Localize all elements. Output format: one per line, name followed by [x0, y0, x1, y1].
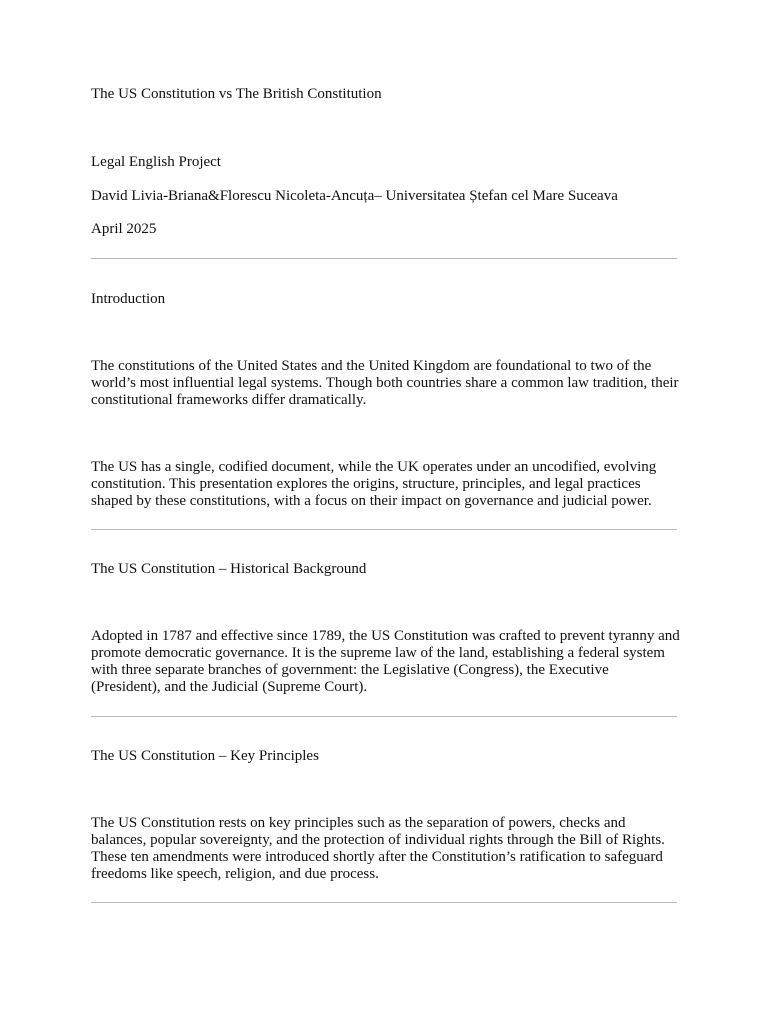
project-name: Legal English Project: [91, 154, 221, 170]
introduction-paragraph-1: The constitutions of the United States and the United Kingdom are foundational to two of the world’s most influential legal systems. Though both countries share a common law tradition, their constitutional frameworks differ dramatically.: [91, 358, 679, 408]
section-divider: [91, 529, 677, 530]
section-heading-key-principles: The US Constitution – Key Principles: [91, 748, 319, 764]
introduction-paragraph-2: The US has a single, codified document, while the UK operates under an uncodified, evolving constitution. This presentation explores the origins, structure, principles, and legal practices shaped by these constitutions, with a focus on their impact on governance and judicial power.: [91, 459, 657, 509]
historical-background-paragraph: Adopted in 1787 and effective since 1789, the US Constitution was crafted to prevent tyranny and promote democratic governance. It is the supreme law of the land, establishing a federal system with three separate branches of government: the Legislative (Congress), the Executive (President), and the Judicial (Supreme Court).: [91, 628, 680, 695]
key-principles-paragraph: The US Constitution rests on key principles such as the separation of powers, checks and balances, popular sovereignty, and the protection of individual rights through the Bill of Rights. These ten amendments were introduced shortly after the Constitution’s ratification to safeguard freedoms like speech, religion, and due process.: [91, 815, 665, 882]
section-divider: [91, 716, 677, 717]
section-heading-historical-background: The US Constitution – Historical Background: [91, 561, 367, 577]
section-heading-introduction: Introduction: [91, 291, 166, 307]
document-date: April 2025: [91, 221, 157, 237]
authors-line: David Livia-Briana&Florescu Nicoleta-Ancuța– Universitatea Ștefan cel Mare Suceava: [91, 188, 618, 204]
document-title: The US Constitution vs The British Constitution: [91, 86, 382, 102]
section-divider: [91, 258, 677, 259]
section-divider: [91, 902, 677, 903]
